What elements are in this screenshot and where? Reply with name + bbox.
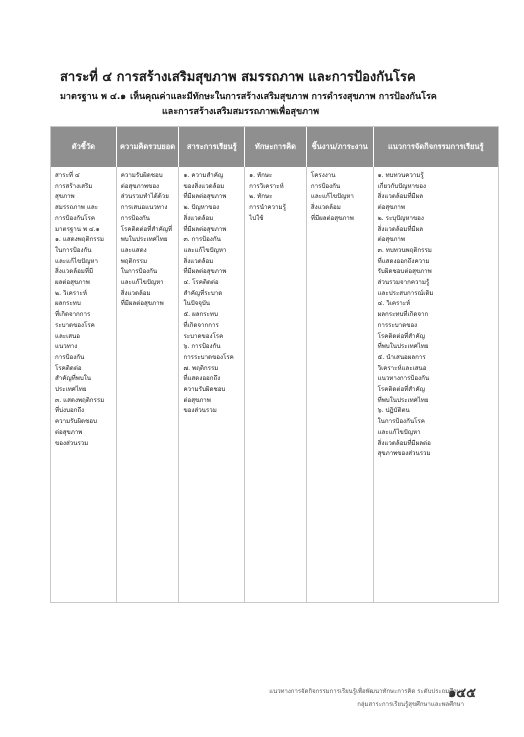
cell-line: ๕. ผลกระทบ	[183, 311, 218, 319]
cell-line: ผลต่อสุขภาพ	[55, 279, 90, 287]
header-concept: ความคิดรวบยอด	[117, 127, 180, 167]
cell-line: สิ่งแวดล้อมที่มีผล	[377, 193, 424, 201]
cell-line: ที่พบในประเทศไทย	[377, 396, 429, 404]
cell-line: ๓. แสดงพฤติกรรม	[55, 396, 105, 404]
standard-label: มาตรฐาน พ ๔.๑	[60, 92, 126, 102]
cell-line: สุขภาพของส่วนรวม	[377, 450, 431, 458]
column-indicators	[51, 167, 117, 602]
cell-line: การวิเคราะห์	[249, 182, 284, 190]
cell-line: แนวทางการป้องกัน	[377, 375, 430, 383]
cell-line: ๓. การป้องกัน	[183, 236, 221, 244]
standard-block	[60, 90, 500, 120]
cell-line: ๑. แสดงพฤติกรรม	[55, 236, 104, 244]
cell-line: พฤติกรรม	[120, 257, 148, 265]
cell-line: ที่แสดงออกถึง	[183, 375, 221, 383]
cell-line: สิ่งแวดล้อม	[310, 204, 341, 212]
cell-line: ความรับผิดชอบ	[120, 172, 163, 179]
cell-line: ที่บ่งบอกถึง	[55, 407, 85, 415]
cell-line: ที่มีผลต่อสุขภาพ	[120, 300, 164, 308]
cell-line: ๗. พฤติกรรม	[183, 364, 219, 372]
cell-line: ๒. ปัญหาของ	[183, 204, 220, 212]
cell-line: ในการป้องกัน	[120, 268, 158, 276]
cell-line: ความรับผิดชอบ	[55, 418, 97, 426]
cell-line: ๔. โรคติดต่อ	[183, 279, 219, 287]
cell-line: และแสดง	[120, 246, 147, 254]
cell-line: และแก้ไขปัญหา	[55, 257, 98, 265]
cell-line: การระบาดของ	[377, 321, 418, 329]
cell-line: การเสนอแนวทาง	[120, 204, 168, 212]
cell-line: ความรับผิดชอบ	[183, 386, 226, 394]
header-activities: แนวการจัดกิจกรรมการเรียนรู้	[387, 142, 484, 151]
cell-line: สิ่งแวดล้อม	[183, 214, 214, 222]
cell-line: การป้องกัน	[120, 214, 150, 222]
cell-line: ที่มีผลต่อสุขภาพ	[183, 225, 227, 233]
cell-line: ที่เกิดจากการ	[183, 321, 219, 329]
cell-line: ๒. ระบุปัญหาของ	[377, 214, 424, 222]
cell-line: สิ่งแวดล้อมที่มีผล	[377, 225, 424, 233]
cell-line: ไปใช้	[249, 214, 264, 222]
header-indicator: ตัวชี้วัด	[51, 127, 117, 167]
cell-line: ที่มีผลต่อสุขภาพ	[183, 193, 227, 201]
cell-line: ๖. การป้องกัน	[183, 343, 221, 351]
cell-line: พบในประเทศไทย	[120, 236, 168, 244]
curriculum-table	[50, 126, 499, 603]
standard-line-1	[60, 90, 500, 105]
cell-line: ประเทศไทย	[55, 386, 87, 394]
cell-line: ๒. วิเคราะห์	[55, 289, 87, 297]
cell-line: ๑. ความสำคัญ	[183, 172, 224, 179]
cell-line: และเสนอ	[55, 332, 80, 340]
cell-line: และแก้ไขปัญหา	[310, 193, 354, 201]
cell-line: ของส่วนรวม	[55, 439, 89, 447]
cell-line: ๒. ทักษะ	[249, 193, 273, 201]
header-thinking-skill: ทักษะการคิด	[245, 127, 307, 167]
cell-line: สิ่งแวดล้อม	[120, 289, 151, 297]
cell-line: ๓. ทบทวนพฤติกรรม	[377, 246, 432, 254]
cell-line: วิเคราะห์และเสนอ	[377, 364, 427, 372]
cell-line: รับผิดชอบต่อสุขภาพ	[377, 268, 432, 276]
standard-text-2: และการสร้างเสริมสมรรถภาพเพื่อสุขภาพ	[162, 107, 320, 117]
cell-line: โรคติดต่อที่สำคัญ	[377, 386, 425, 394]
cell-line: สาระที่ ๔	[55, 172, 80, 179]
cell-line: ๕. นำเสนอผลการ	[377, 353, 426, 361]
cell-line: ส่วนรวมทำได้ด้วย	[120, 193, 169, 201]
table-header-row	[51, 127, 498, 167]
cell-line: ๑. ทบทวนความรู้	[377, 172, 424, 179]
table-body-row	[51, 167, 498, 602]
cell-line: สำคัญที่ระบาด	[183, 289, 223, 297]
cell-line: ที่แสดงออกถึงความ	[377, 257, 430, 265]
cell-line: ในการป้องกันโรค	[377, 418, 425, 426]
cell-line: และแก้ไขปัญหา	[120, 279, 164, 287]
cell-line: การป้องกัน	[55, 353, 85, 361]
cell-line: สุขภาพ	[55, 193, 75, 201]
cell-line: การระบาดของโรค	[183, 353, 234, 361]
cell-line: มาตรฐาน พ ๔.๑	[55, 225, 100, 233]
cell-line: โรคติดต่อ	[55, 364, 82, 372]
header-content: สาระการเรียนรู้	[179, 127, 245, 167]
cell-line: โรคติดต่อที่สำคัญ	[377, 332, 425, 340]
cell-line: ระบาดของโรค	[183, 332, 224, 340]
cell-line: ต่อสุขภาพ	[377, 204, 405, 212]
cell-line: ต่อสุขภาพ	[183, 396, 211, 404]
cell-line: ส่วนรวมจากความรู้	[377, 279, 430, 287]
cell-line: ต่อสุขภาพ	[55, 428, 83, 436]
cell-line: การป้องกัน	[310, 182, 341, 190]
cell-line: การนำความรู้	[249, 204, 286, 212]
standard-text-1: เห็นคุณค่าและมีทักษะในการสร้างเสริมสุขภาพ การดำรงสุขภาพ การป้องกันโรค	[130, 92, 437, 102]
cell-line: แนวทาง	[55, 343, 78, 351]
cell-line: ของส่วนรวม	[183, 407, 217, 415]
column-activities	[374, 167, 498, 602]
cell-line: ๖. ปฏิบัติตน	[377, 407, 410, 415]
cell-line: ผลกระทบที่เกิดจาก	[377, 311, 429, 319]
cell-line: การสร้างเสริม	[55, 182, 93, 190]
cell-line: ของสิ่งแวดล้อม	[183, 182, 225, 190]
cell-line: ในการป้องกัน	[55, 246, 92, 254]
cell-line: ที่มีผลต่อสุขภาพ	[310, 214, 354, 222]
header-task: ชิ้นงาน/ภาระงาน	[307, 127, 374, 167]
cell-line: และประสบการณ์เดิม	[377, 289, 434, 297]
cell-line: และแก้ไขปัญหา	[183, 246, 227, 254]
cell-line: ผลกระทบ	[55, 300, 81, 308]
cell-line: โรคติดต่อที่สำคัญที่	[120, 225, 173, 233]
cell-line: สำคัญที่พบใน	[55, 375, 91, 383]
cell-line: การป้องกันโรค	[55, 214, 95, 222]
cell-line: เกี่ยวกับปัญหาของ	[377, 182, 426, 190]
cell-line: โครงงาน	[310, 172, 336, 179]
footer-subject: กลุ่มสาระการเรียนรู้สุขศึกษาและพลศึกษา	[357, 701, 464, 708]
column-concept	[117, 167, 180, 602]
cell-line: สิ่งแวดล้อม	[183, 257, 214, 265]
section-title: สาระที่ ๔ การสร้างเสริมสุขภาพ สมรรถภาพ และการป้องกันโรค	[60, 70, 416, 85]
page-number: ๑๔๕	[448, 685, 476, 701]
cell-line: ระบาดของโรค	[55, 321, 95, 329]
cell-line: ในปัจจุบัน	[183, 300, 211, 308]
cell-line: และแก้ไขปัญหา	[377, 428, 421, 436]
cell-line: ๑. ทักษะ	[249, 172, 273, 179]
column-content	[179, 167, 245, 602]
cell-line: ที่พบในประเทศไทย	[377, 343, 429, 351]
footer-book-title: แนวทางการจัดกิจกรรมการเรียนรู้เพื่อพัฒนาทักษะการคิด ระดับประถมศึกษา	[269, 688, 464, 695]
cell-line: ที่เกิดจากการ	[55, 311, 91, 319]
cell-line: ที่มีผลต่อสุขภาพ	[183, 268, 227, 276]
cell-line: สมรรถภาพ และ	[55, 204, 98, 212]
cell-line: ต่อสุขภาพของ	[120, 182, 160, 190]
column-tasks	[307, 167, 374, 602]
cell-line: สิ่งแวดล้อมที่มีผลต่อ	[377, 439, 431, 447]
cell-line: ๔. วิเคราะห์	[377, 300, 411, 308]
cell-line: สิ่งแวดล้อมที่มี	[55, 268, 94, 276]
cell-line: ต่อสุขภาพ	[377, 236, 405, 244]
column-thinking-skills	[245, 167, 307, 602]
